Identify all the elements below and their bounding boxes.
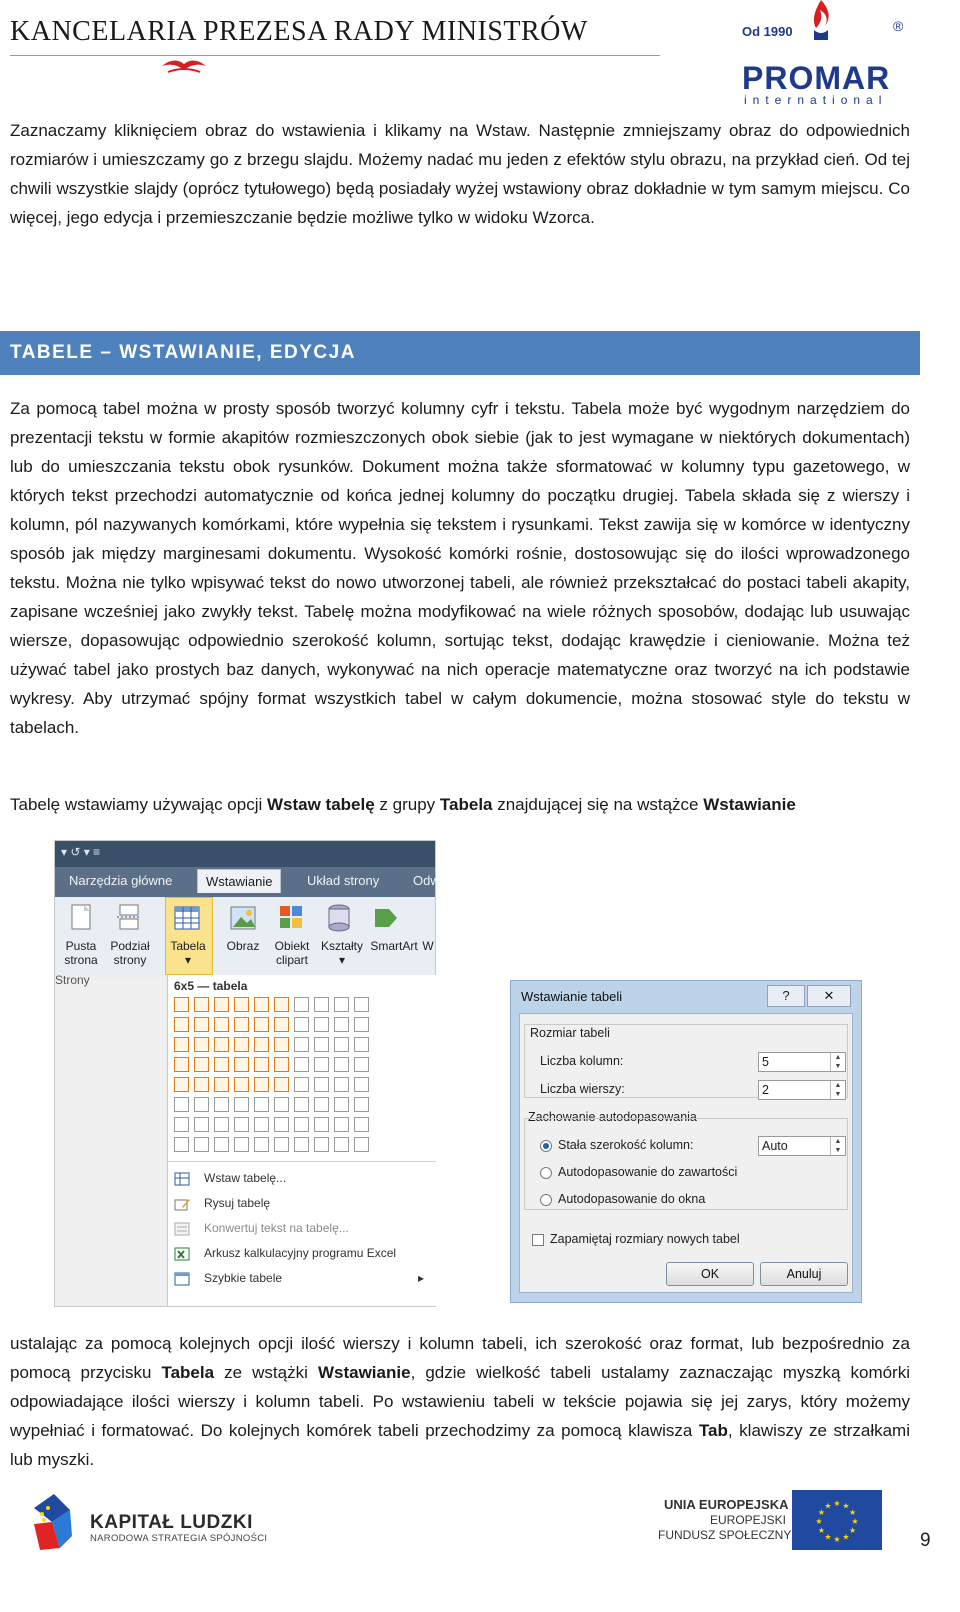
ribbon-screenshot <box>54 840 440 1307</box>
kapital-ludzki-subtitle: NARODOWA STRATEGIA SPÓJNOŚCI <box>90 1533 268 1544</box>
table-size-legend: Rozmiar tabeli <box>530 1026 610 1040</box>
grid-cell[interactable] <box>254 1097 269 1112</box>
undo-icon[interactable]: ▾ ↺ ▾ ≡ <box>61 845 101 859</box>
grid-cell[interactable] <box>254 1117 269 1132</box>
grid-cell[interactable] <box>314 1057 329 1072</box>
grid-cell[interactable] <box>194 997 209 1012</box>
grid-cell[interactable] <box>174 1117 189 1132</box>
spinner-arrows-icon[interactable]: ▲ ▼ <box>830 1137 845 1155</box>
label-line: strony <box>113 953 147 967</box>
grid-cell[interactable] <box>274 1097 289 1112</box>
eu-star-icon: ★ <box>824 1532 832 1542</box>
grid-cell[interactable] <box>214 1037 229 1052</box>
eu-fund-label-2: FUNDUSZ SPOŁECZNY <box>658 1528 792 1542</box>
text-run: ustalając za pomocą kolejnych opcji ilość wierszy i kolumn tabeli, ich szerokość oraz format, lub bezpośrednio za pomocą przycisku <box>10 1334 910 1382</box>
autofit-content-radio[interactable] <box>540 1167 552 1179</box>
grid-cell[interactable] <box>174 1137 189 1152</box>
eu-star-icon: ★ <box>815 1517 823 1526</box>
autofit-legend: Zachowanie autodopasowania <box>528 1110 697 1124</box>
label-line: W <box>422 939 434 953</box>
registered-mark: ® <box>893 18 904 34</box>
eu-star-icon: ★ <box>817 1526 825 1535</box>
insert-table-dialog <box>510 980 862 1303</box>
eu-flag-icon <box>792 1490 882 1550</box>
text-run: ze wstążki <box>214 1363 318 1382</box>
label-line: Pusta <box>65 939 97 953</box>
grid-cell[interactable] <box>314 1017 329 1032</box>
rows-stepper[interactable] <box>758 1080 846 1100</box>
menu-divider <box>168 1161 436 1162</box>
text-run: , gdzie wielkość tabeli ustalamy zaznaczając myszką komórki odpowiadające ilości wierszy i kolumn tabeli. Po wstawieniu tabeli w tekście pojawia się jej zarys, który możemy wypełniać i formatować. Do kolejnych komórek tabeli przechodzimy za pomocą klawisza <box>10 1363 910 1440</box>
label-line: Kształty <box>320 939 363 953</box>
tab-home[interactable]: Narzędzia główne <box>69 873 173 888</box>
pencil-icon <box>174 1197 190 1211</box>
grid-cell[interactable] <box>354 997 369 1012</box>
label-line: ▾ <box>338 953 346 967</box>
promar-name: PROMAR <box>742 60 891 96</box>
bold-run: Tabela <box>161 1363 215 1382</box>
grid-cell[interactable] <box>314 1117 329 1132</box>
grid-cell[interactable] <box>314 1037 329 1052</box>
label-line: Tabela <box>170 939 206 953</box>
grid-cell[interactable] <box>274 1077 289 1092</box>
autofit-window-radio[interactable] <box>540 1194 552 1206</box>
fixed-width-value: Auto <box>762 1139 788 1153</box>
grid-cell[interactable] <box>354 1097 369 1112</box>
grid-cell[interactable] <box>334 1057 349 1072</box>
grid-cell[interactable] <box>354 1037 369 1052</box>
menu-label: Konwertuj tekst na tabelę... <box>204 1221 349 1235</box>
quick-access-toolbar <box>55 841 435 867</box>
eu-star-icon: ★ <box>817 1508 825 1517</box>
grid-cell[interactable] <box>194 1017 209 1032</box>
label-line: strona <box>64 953 98 967</box>
grid-cell[interactable] <box>274 1017 289 1032</box>
more-button[interactable] <box>421 939 435 953</box>
shapes-button[interactable] <box>317 939 367 967</box>
autofit-content-label: Autodopasowanie do zawartości <box>558 1165 738 1179</box>
grid-cell[interactable] <box>194 1077 209 1092</box>
grid-cell[interactable] <box>354 1137 369 1152</box>
promar-flame-logo <box>808 0 834 40</box>
help-button[interactable]: ? <box>767 985 805 1007</box>
kprm-title: KANCELARIA PREZESA RADY MINISTRÓW <box>10 16 588 47</box>
grid-cell[interactable] <box>274 1057 289 1072</box>
grid-cell[interactable] <box>234 1137 249 1152</box>
eu-fund-label-1: EUROPEJSKI <box>710 1513 787 1527</box>
text-run: z grupy <box>374 795 440 814</box>
tab-insert[interactable]: Wstawianie <box>197 869 281 893</box>
grid-cell[interactable] <box>294 1137 309 1152</box>
label-line: Obiekt <box>274 939 310 953</box>
menu-insert-table[interactable] <box>174 1171 286 1186</box>
cols-label: Liczba kolumn: <box>540 1054 624 1068</box>
menu-quick-tables[interactable] <box>174 1271 425 1286</box>
eu-star-icon: ★ <box>851 1517 859 1526</box>
clipart-icon <box>277 903 305 933</box>
grid-cell[interactable] <box>254 1037 269 1052</box>
group-label-pages: Strony <box>55 973 90 987</box>
grid-cell[interactable] <box>294 1057 309 1072</box>
grid-cell[interactable] <box>274 1137 289 1152</box>
grid-cell[interactable] <box>334 1117 349 1132</box>
grid-cell[interactable] <box>174 1077 189 1092</box>
eu-star-icon: ★ <box>849 1508 857 1517</box>
grid-cell[interactable] <box>314 1077 329 1092</box>
eu-star-icon: ★ <box>849 1526 857 1535</box>
bold-run: Tabela <box>439 795 493 814</box>
grid-cell[interactable] <box>334 1077 349 1092</box>
menu-draw-table[interactable] <box>174 1196 270 1211</box>
kapital-ludzki-title: KAPITAŁ LUDZKI <box>90 1512 253 1533</box>
cancel-button[interactable]: Anuluj <box>760 1262 848 1286</box>
grid-cell[interactable] <box>294 997 309 1012</box>
grid-cell[interactable] <box>314 997 329 1012</box>
grid-cell[interactable] <box>234 1037 249 1052</box>
clipart-button[interactable] <box>267 939 317 967</box>
polish-eagle-logo <box>160 52 208 76</box>
label-line: Obraz <box>226 939 260 953</box>
grid-cell[interactable] <box>294 1037 309 1052</box>
picture-button[interactable] <box>221 939 265 953</box>
grid-cell[interactable] <box>334 1137 349 1152</box>
fixed-width-radio[interactable] <box>540 1140 552 1152</box>
grid-cell[interactable] <box>254 1017 269 1032</box>
grid-cell[interactable] <box>214 1077 229 1092</box>
grid-cell[interactable] <box>334 1017 349 1032</box>
promar-since: Od 1990 <box>742 24 793 39</box>
table-size-grid[interactable] <box>172 997 436 1157</box>
dialog-title: Wstawianie tabeli <box>521 989 623 1004</box>
page-break-button[interactable] <box>105 939 155 967</box>
excel-icon <box>174 1247 190 1261</box>
ok-button[interactable]: OK <box>666 1262 754 1286</box>
label-line: Podział <box>110 939 150 953</box>
menu-excel-sheet[interactable] <box>174 1246 396 1261</box>
cols-value: 5 <box>762 1055 769 1069</box>
paragraph-table-options <box>10 1329 910 1474</box>
smartart-icon <box>373 903 401 933</box>
submenu-arrow-icon: ▸ <box>418 1271 425 1285</box>
grid-cell[interactable] <box>294 1097 309 1112</box>
grid-cell[interactable] <box>234 1097 249 1112</box>
smartart-button[interactable] <box>367 939 421 953</box>
page-number: 9 <box>920 1530 931 1551</box>
remember-size-label: Zapamiętaj rozmiary nowych tabel <box>550 1232 740 1246</box>
grid-cell[interactable] <box>174 1017 189 1032</box>
text-run: , klawiszy ze strzałkami lub myszki. <box>10 1421 910 1469</box>
kapital-ludzki-logo <box>30 1488 76 1556</box>
grid-cell[interactable] <box>174 1097 189 1112</box>
tab-references[interactable]: Odw <box>413 873 440 888</box>
paragraph-intro: Zaznaczamy kliknięciem obraz do wstawienia i klikamy na Wstaw. Następnie zmniejszamy obraz do odpowiednich rozmiarów i umieszczamy go z brzegu slajdu. Możemy nadać mu jeden z efektów stylu obrazu, na przykład cień. Od tej chwili wszystkie slajdy (oprócz tytułowego) będą posiadały wyżej wstawiony obraz dokładnie w tym samym miejscu. Co więcej, jego edycja i przemieszczanie będzie możliwe tylko w widoku Wzorca. <box>10 121 910 227</box>
rows-value: 2 <box>762 1083 769 1097</box>
grid-cell[interactable] <box>254 1137 269 1152</box>
bold-run: Wstawianie <box>317 1363 411 1382</box>
grid-cell[interactable] <box>214 1057 229 1072</box>
grid-cell[interactable] <box>294 1017 309 1032</box>
menu-label: Rysuj tabelę <box>204 1196 271 1210</box>
text-run: znajdującej się na wstążce <box>492 795 704 814</box>
bold-run: Wstawianie <box>703 795 796 814</box>
menu-label: Szybkie tabele <box>204 1271 283 1285</box>
autofit-window-label: Autodopasowanie do okna <box>558 1192 706 1206</box>
spinner-arrows-icon[interactable]: ▲ ▼ <box>830 1053 845 1071</box>
eu-star-icon: ★ <box>842 1501 850 1511</box>
grid-cell[interactable] <box>234 1117 249 1132</box>
section-heading: TABELE – WSTAWIANIE, EDYCJA <box>10 342 356 363</box>
table-button[interactable] <box>165 939 211 967</box>
bold-run: Tab <box>698 1421 728 1440</box>
promar-subtitle: international <box>744 93 888 107</box>
dialog-body <box>519 1013 853 1293</box>
grid-cell[interactable] <box>354 1117 369 1132</box>
grid-cell[interactable] <box>214 1017 229 1032</box>
grid-cell[interactable] <box>194 1117 209 1132</box>
cols-stepper[interactable] <box>758 1052 846 1072</box>
grid-cell[interactable] <box>194 1057 209 1072</box>
rows-label: Liczba wierszy: <box>540 1082 625 1096</box>
close-button[interactable]: ✕ <box>807 985 851 1007</box>
grid-cell[interactable] <box>274 997 289 1012</box>
grid-cell[interactable] <box>274 1117 289 1132</box>
grid-cell[interactable] <box>194 1097 209 1112</box>
shapes-icon <box>325 903 353 933</box>
grid-cell[interactable] <box>254 1077 269 1092</box>
label-line: SmartArt <box>370 939 418 953</box>
grid-cell[interactable] <box>174 1057 189 1072</box>
label-line: clipart <box>275 953 308 967</box>
grid-cell[interactable] <box>174 997 189 1012</box>
grid-cell[interactable] <box>194 1137 209 1152</box>
bold-run: Wstaw tabelę <box>267 795 375 814</box>
blank-page-button[interactable] <box>59 939 103 967</box>
picture-icon <box>229 903 257 933</box>
spinner-arrows-icon[interactable]: ▲ ▼ <box>830 1081 845 1099</box>
table-icon <box>173 903 201 933</box>
fixed-width-stepper[interactable] <box>758 1136 846 1156</box>
grid-cell[interactable] <box>294 1077 309 1092</box>
grid-cell[interactable] <box>314 1097 329 1112</box>
convert-icon <box>174 1222 190 1236</box>
menu-label: Wstaw tabelę... <box>204 1171 287 1185</box>
grid-cell[interactable] <box>334 1037 349 1052</box>
grid-cell[interactable] <box>214 997 229 1012</box>
insert-table-dropdown <box>167 975 436 1306</box>
grid-cell[interactable] <box>174 1037 189 1052</box>
text-run: Tabelę wstawiamy używając opcji <box>10 795 267 814</box>
blank-page-icon <box>67 903 95 933</box>
grid-cell[interactable] <box>214 1117 229 1132</box>
label-line: ▾ <box>184 953 192 967</box>
remember-size-checkbox[interactable] <box>532 1234 544 1246</box>
grid-cell[interactable] <box>214 1137 229 1152</box>
grid-size-label: 6x5 — tabela <box>174 979 248 993</box>
grid-cell[interactable] <box>234 1017 249 1032</box>
page-break-icon <box>115 903 143 933</box>
grid-cell[interactable] <box>234 1057 249 1072</box>
eu-star-icon: ★ <box>824 1501 832 1511</box>
insert-table-icon <box>174 1172 190 1186</box>
paragraph-tables: Za pomocą tabel można w prosty sposób tworzyć kolumny cyfr i tekstu. Tabela może być wygodnym narzędziem do prezentacji tekstu w formie akapitów rozmieszczonych obok siebie (jak to jest wymagane w niektórych dokumentach) lub do umieszczania tekstu obok rysunków. Dokument można także sformatować w kolumny typu gazetowego, w których tekst przechodzi automatycznie od końca jednej kolumny do początku drugiej. Tabela składa się z wierszy i kolumn, pól nazywanych komórkami, które wypełnia się tekstem i rysunkami. Tekst zawija się w komórce w identyczny sposób jak między marginesami dokumentu. Wysokość komórki rośnie, dostosowując się do ilości wprowadzonego tekstu. Można nie tylko wpisywać tekst do nowo utworzonej tabeli, ale również przekształcać do postaci tabeli akapity, zapisane wcześniej jako zwykły tekst. Tabelę można modyfikować na wiele różnych sposobów, dodając lub usuwając wiersze, dopasowując odpowiednio szerokość kolumn, sortując tekst, dodając krawędzie i cieniowanie. Można też używać tabel jako prostych baz danych, wykonywać na nich operacje matematyczne oraz tworzyć na ich podstawie wykresy. Aby utrzymać spójny format wszystkich tabel w całym dokumencie, można stosować style do tekstu w tabelach. <box>10 399 910 737</box>
grid-cell[interactable] <box>234 1077 249 1092</box>
grid-cell[interactable] <box>354 1017 369 1032</box>
grid-cell[interactable] <box>314 1137 329 1152</box>
eu-star-icon: ★ <box>833 1535 841 1544</box>
fixed-width-label: Stała szerokość kolumn: <box>558 1138 694 1152</box>
grid-cell[interactable] <box>294 1117 309 1132</box>
menu-convert-text[interactable] <box>174 1221 349 1236</box>
grid-cell[interactable] <box>254 997 269 1012</box>
grid-cell[interactable] <box>274 1037 289 1052</box>
eu-label: UNIA EUROPEJSKA <box>664 1497 789 1512</box>
grid-cell[interactable] <box>354 1077 369 1092</box>
header-divider <box>10 55 660 56</box>
grid-cell[interactable] <box>334 1097 349 1112</box>
grid-cell[interactable] <box>254 1057 269 1072</box>
grid-cell[interactable] <box>334 997 349 1012</box>
grid-cell[interactable] <box>214 1097 229 1112</box>
paragraph-insert-table <box>10 790 910 819</box>
tab-page-layout[interactable]: Układ strony <box>307 873 380 888</box>
quick-tables-icon <box>174 1272 190 1286</box>
grid-cell[interactable] <box>194 1037 209 1052</box>
eu-star-icon: ★ <box>842 1532 850 1542</box>
menu-label: Arkusz kalkulacyjny programu Excel <box>204 1246 397 1260</box>
grid-cell[interactable] <box>234 997 249 1012</box>
grid-cell[interactable] <box>354 1057 369 1072</box>
eu-star-icon: ★ <box>833 1499 841 1508</box>
